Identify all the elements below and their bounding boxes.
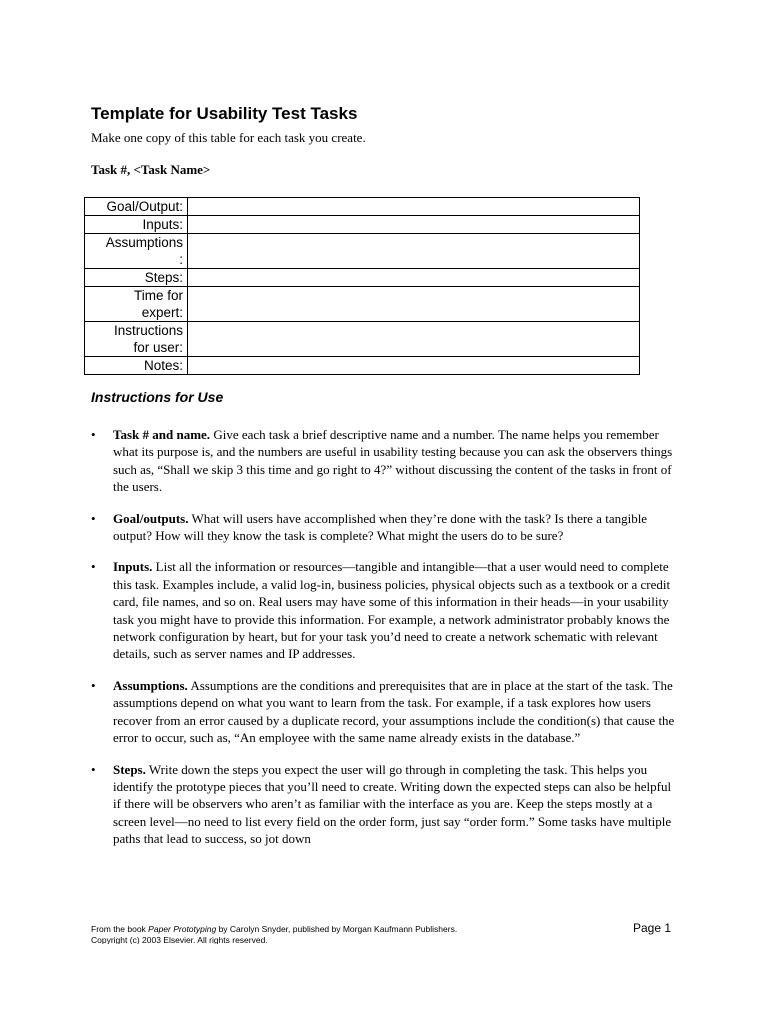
task-heading: Task #, <Task Name>: [91, 162, 211, 177]
row-value: [188, 216, 640, 234]
document-subtitle: Make one copy of this table for each task you create.: [91, 130, 366, 145]
row-label: Time for expert:: [85, 287, 188, 322]
list-item: [91, 510, 681, 545]
item-term: Steps.: [113, 761, 146, 777]
row-value: [188, 322, 640, 357]
row-value: [188, 234, 640, 269]
document-title: Template for Usability Test Tasks: [91, 104, 358, 123]
table-row: [85, 234, 640, 269]
item-term: Goal/outputs.: [113, 510, 189, 526]
row-label: Instructions for user:: [85, 322, 188, 357]
bullet-icon: •: [91, 427, 96, 442]
row-value: [188, 269, 640, 287]
item-term: Inputs.: [113, 559, 153, 575]
footer-prefix: From the book: [91, 924, 149, 934]
footer-book-title: Paper Prototyping: [148, 924, 217, 934]
instructions-heading: Instructions for Use: [91, 389, 224, 405]
footer-suffix: by Carolyn Snyder, published by Morgan Kaufmann Publishers.: [216, 924, 458, 934]
list-item: [91, 426, 681, 496]
table-row: [85, 198, 640, 216]
table-row: [85, 322, 640, 357]
table-row: [85, 269, 640, 287]
page-number: Page 1: [633, 921, 672, 935]
row-label: Notes:: [85, 357, 188, 375]
footer-credit: [91, 924, 571, 944]
list-item: [91, 761, 681, 848]
row-value: [188, 287, 640, 322]
item-term: Assumptions.: [113, 677, 188, 693]
item-term: Task # and name.: [113, 427, 211, 442]
item-text: Assumptions are the conditions and prerequisites that are in place at the start of the task. The assumptions depend on what you want to learn from the task. For example, if a task explores how users recover from an error caused by a duplicate record, your assumptions include the condition(s) that cause the error to occur, such as, “An employee with the same name already exists in the database.”: [113, 677, 675, 746]
table-row: [85, 357, 640, 375]
list-item: [91, 677, 681, 747]
bullet-icon: •: [91, 510, 96, 526]
row-label: Steps:: [85, 269, 188, 287]
row-label: Inputs:: [85, 216, 188, 234]
list-item: [91, 558, 681, 662]
row-label: Goal/Output:: [85, 198, 188, 216]
task-template-table: [84, 197, 640, 375]
item-text: What will users have accomplished when they’re done with the task? Is there a tangible output? How will they know the task is complete? What might the users do to be sure?: [113, 510, 648, 544]
bullet-icon: •: [91, 559, 96, 575]
row-value: [188, 198, 640, 216]
table-row: [85, 287, 640, 322]
row-value: [188, 357, 640, 375]
row-label: Assumptions :: [85, 234, 188, 269]
item-text: Give each task a brief descriptive name and a number. The name helps you remember what its purpose is, and the numbers are useful in usability testing because you can ask the observers things such as, “Shall we skip 3 this time and go right to 4?” without discussing the content of the tasks in front of the users.: [113, 427, 673, 495]
table-row: [85, 216, 640, 234]
bullet-icon: •: [91, 761, 96, 777]
footer-copyright: Copyright (c) 2003 Elsevier. All rights reserved.: [91, 935, 268, 944]
bullet-icon: •: [91, 677, 96, 693]
item-text: Write down the steps you expect the user will go through in completing the task. This helps you identify the prototype pieces that you’ll need to create. Writing down the expected steps can also be helpful if there will be observers who aren’t as familiar with the interface as you are. Keep the steps mostly at a screen level—no need to list every field on the order form, just say “order form.” Some tasks have multiple paths that lead to success, so jot down: [113, 761, 672, 847]
item-text: List all the information or resources—tangible and intangible—that a user would need to complete this task. Examples include, a valid log-in, business policies, physical objects such as a textbook or a credit card, file names, and so on. Real users may have some of this information in their heads—in your usability task you might have to provide this information. For example, a network administrator probably knows the network configuration by heart, but for your task you’d need to create a network schematic with relevant details, such as server names and IP addresses.: [113, 559, 671, 662]
instructions-list: [91, 426, 681, 862]
